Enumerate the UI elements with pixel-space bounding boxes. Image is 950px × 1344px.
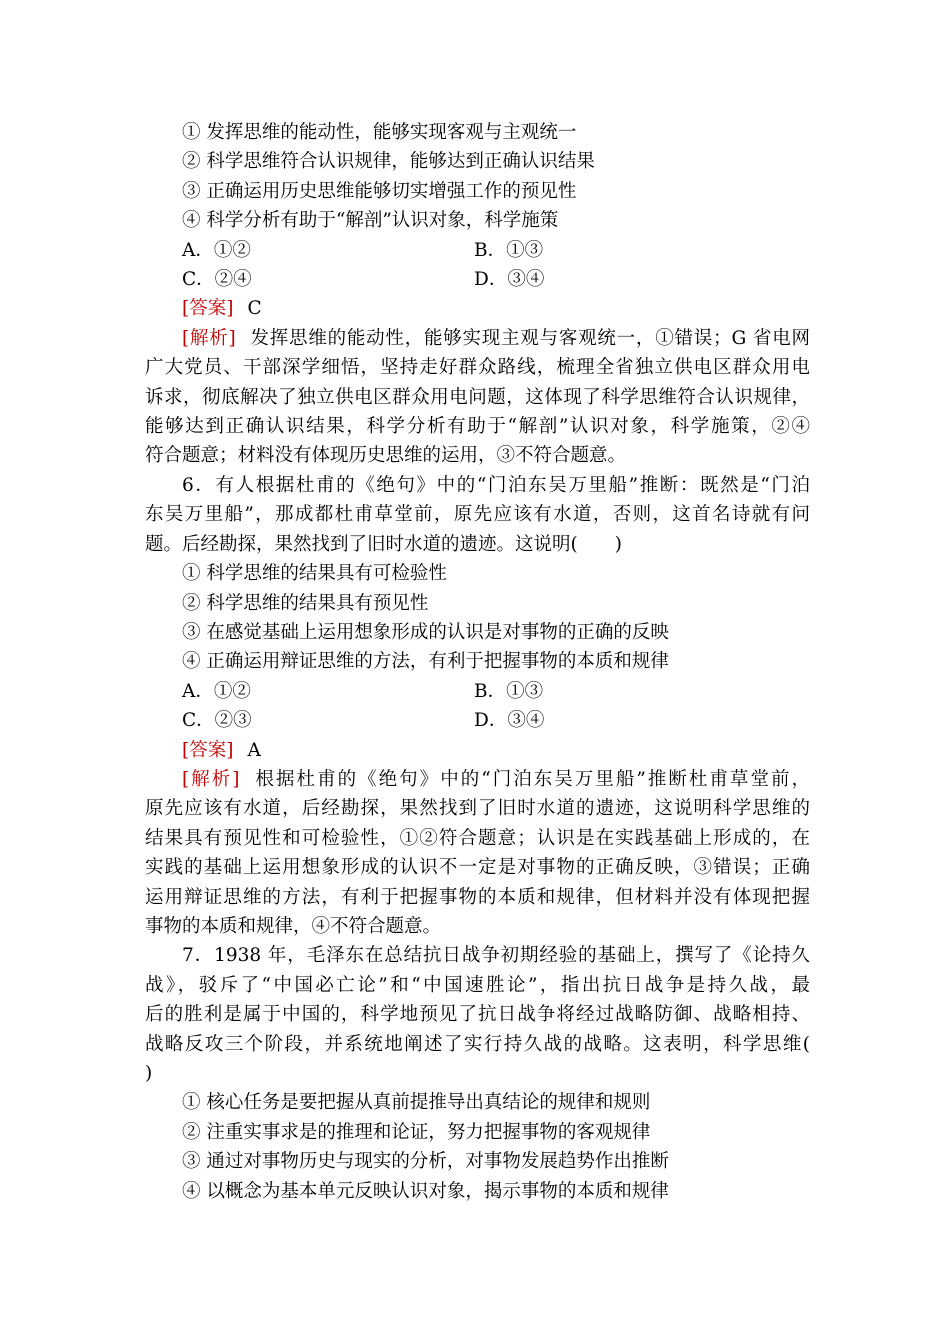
question-5 — [145, 118, 810, 471]
stem-line: 后的胜利是属于中国的，科学地预见了抗日战争将经过战略防御、战略相持、 — [145, 1004, 810, 1026]
stem-line: 7．1938 年，毛泽东在总结抗日战争初期经验的基础上，撰写了《论持久 — [182, 945, 810, 967]
question-content — [145, 118, 810, 1206]
stem-line: 战》，驳斥了“中国必亡论”和“中国速胜论”，指出抗日战争是持久战，最 — [145, 974, 810, 996]
analysis-line: 能够达到正确认识结果，科学分析有助于“解剖”认识对象，科学施策，②④ — [145, 416, 810, 438]
option-a: A．①② — [182, 239, 251, 261]
analysis-line: 符合题意；材料没有体现历史思维的运用，③不符合题意。 — [145, 445, 627, 467]
stem-line: 6．有人根据杜甫的《绝句》中的“门泊东吴万里船”推断：既然是“门泊 — [182, 474, 810, 496]
analysis-line: 原先应该有水道，后经勘探，果然找到了旧时水道的遗迹，这说明科学思维的 — [145, 798, 810, 820]
statement-3: ③ 在感觉基础上运用想象形成的认识是对事物的正确的反映 — [182, 621, 669, 643]
options-row-1 — [145, 236, 810, 265]
options-row-2 — [145, 706, 810, 735]
answer-line — [145, 736, 810, 765]
statement-1: ① 发挥思维的能动性，能够实现客观与主观统一 — [182, 122, 577, 143]
stem-line: 战略反攻三个阶段，并系统地阐述了实行持久战的战略。这表明，科学思维( — [145, 1033, 810, 1055]
analysis-line: 诉求，彻底解决了独立供电区群众用电问题，这体现了科学思维符合认识规律， — [145, 386, 810, 408]
answer-tag: [答案] — [182, 298, 234, 320]
stem-line: 题。后经勘探，果然找到了旧时水道的遗迹。这说明( ) — [145, 533, 622, 555]
answer-line — [145, 294, 810, 323]
analysis-line: [解析] 根据杜甫的《绝句》中的“门泊东吴万里船”推断杜甫草堂前， — [182, 768, 810, 790]
answer-tag: [答案] — [182, 739, 234, 761]
question-7 — [145, 941, 810, 1206]
analysis-line: 实践的基础上运用想象形成的认识不一定是对事物的正确反映，③错误；正确 — [145, 857, 810, 879]
options-row-1 — [145, 677, 810, 706]
analysis-line: 结果具有预见性和可检验性，①②符合题意；认识是在实践基础上形成的，在 — [145, 827, 810, 849]
option-d: D．③④ — [474, 710, 545, 732]
statement-4: ④ 以概念为基本单元反映认识对象，揭示事物的本质和规律 — [182, 1180, 669, 1202]
statement-3: ③ 通过对事物历史与现实的分析，对事物发展趋势作出推断 — [182, 1151, 669, 1173]
analysis — [145, 765, 810, 941]
option-b: B．①③ — [474, 680, 544, 702]
option-b: B．①③ — [474, 239, 544, 261]
options-row-2 — [145, 265, 810, 294]
option-d: D．③④ — [474, 269, 545, 291]
statement-4: ④ 科学分析有助于“解剖”认识对象，科学施策 — [182, 210, 559, 232]
answer-value: C — [247, 298, 262, 320]
option-c: C．②④ — [182, 269, 252, 291]
option-a: A．①② — [182, 680, 251, 702]
analysis-line: 运用辩证思维的方法，有利于把握事物的本质和规律，但材料并没有体现把握 — [145, 886, 810, 908]
analysis-line: 广大党员、干部深学细悟，坚持走好群众路线，梳理全省独立供电区群众用电 — [145, 357, 810, 379]
option-c: C．②③ — [182, 710, 252, 732]
stem-line: 东吴万里船”，那成都杜甫草堂前，原先应该有水道，否则，这首名诗就有问 — [145, 504, 810, 526]
statement-2: ② 科学思维的结果具有预见性 — [182, 592, 429, 614]
statement-2: ② 注重实事求是的推理和论证，努力把握事物的客观规律 — [182, 1121, 651, 1143]
stem-line: ) — [145, 1063, 153, 1084]
statement-4: ④ 正确运用辩证思维的方法，有利于把握事物的本质和规律 — [182, 651, 669, 673]
question-6 — [145, 471, 810, 942]
statement-3: ③ 正确运用历史思维能够切实增强工作的预见性 — [182, 180, 577, 202]
answer-value: A — [247, 739, 261, 761]
analysis-tag: [解析] — [182, 768, 240, 790]
statement-2: ② 科学思维符合认识规律，能够达到正确认识结果 — [182, 151, 595, 173]
analysis — [145, 324, 810, 471]
analysis-line: 事物的本质和规律，④不符合题意。 — [145, 915, 442, 937]
analysis-line: [解析] 发挥思维的能动性，能够实现主观与客观统一，①错误；G 省电网 — [182, 327, 810, 349]
analysis-tag: [解析] — [182, 327, 236, 349]
statement-1: ① 核心任务是要把握从真前提推导出真结论的规律和规则 — [182, 1092, 651, 1114]
statement-1: ① 科学思维的结果具有可检验性 — [182, 563, 447, 585]
